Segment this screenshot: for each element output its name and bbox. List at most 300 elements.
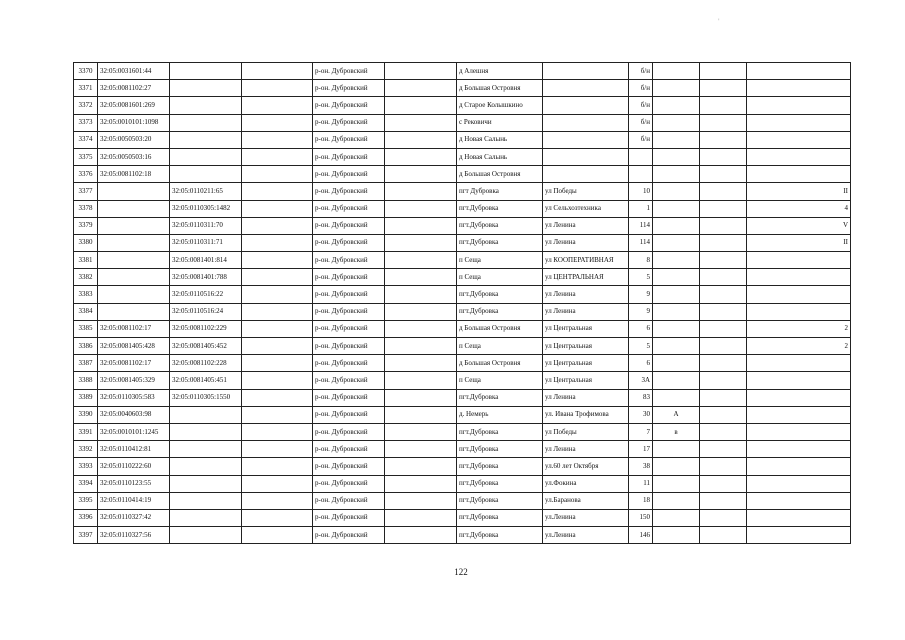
locality-cell: пгт.Дубровка xyxy=(457,441,543,458)
apartment-cell xyxy=(747,406,851,423)
empty-cell xyxy=(242,234,313,251)
street-cell xyxy=(543,114,629,131)
building-letter-cell xyxy=(653,63,700,80)
empty-cell xyxy=(385,269,457,286)
empty-cell xyxy=(385,217,457,234)
empty-cell xyxy=(385,441,457,458)
district-cell: р-он. Дубровский xyxy=(313,389,385,406)
empty-cell xyxy=(700,320,747,337)
building-cadastral-number-cell: 32:05:0110311:71 xyxy=(170,234,242,251)
row-number-cell: 3380 xyxy=(74,234,98,251)
table-row xyxy=(74,269,851,286)
cadastral-number-cell xyxy=(98,200,170,217)
district-cell: р-он. Дубровский xyxy=(313,286,385,303)
building-cadastral-number-cell xyxy=(170,166,242,183)
apartment-cell xyxy=(747,97,851,114)
house-number-cell: 38 xyxy=(629,458,653,475)
row-number-cell: 3385 xyxy=(74,320,98,337)
table-row xyxy=(74,492,851,509)
apartment-cell xyxy=(747,286,851,303)
row-number-cell: 3388 xyxy=(74,372,98,389)
building-cadastral-number-cell xyxy=(170,475,242,492)
building-letter-cell xyxy=(653,166,700,183)
table-row xyxy=(74,80,851,97)
building-letter-cell xyxy=(653,97,700,114)
empty-cell xyxy=(242,269,313,286)
locality-cell: пгт.Дубровка xyxy=(457,303,543,320)
building-cadastral-number-cell: 32:05:0110516:22 xyxy=(170,286,242,303)
street-cell: ул Центральная xyxy=(543,320,629,337)
empty-cell xyxy=(700,372,747,389)
building-letter-cell xyxy=(653,200,700,217)
row-number-cell: 3393 xyxy=(74,458,98,475)
building-letter-cell xyxy=(653,372,700,389)
cadastral-number-cell xyxy=(98,303,170,320)
table-row xyxy=(74,303,851,320)
building-letter-cell xyxy=(653,303,700,320)
row-number-cell: 3370 xyxy=(74,63,98,80)
cadastral-number-cell: 32:05:0081405:428 xyxy=(98,338,170,355)
street-cell xyxy=(543,131,629,148)
street-cell: ул Победы xyxy=(543,423,629,440)
row-number-cell: 3389 xyxy=(74,389,98,406)
table-row xyxy=(74,131,851,148)
apartment-cell xyxy=(747,509,851,526)
building-cadastral-number-cell xyxy=(170,80,242,97)
building-cadastral-number-cell xyxy=(170,131,242,148)
locality-cell: пгт.Дубровка xyxy=(457,200,543,217)
empty-cell xyxy=(242,338,313,355)
apartment-cell: II xyxy=(747,183,851,200)
registry-body xyxy=(74,63,851,544)
apartment-cell xyxy=(747,372,851,389)
district-cell: р-он. Дубровский xyxy=(313,269,385,286)
street-cell: ул ЦЕНТРАЛЬНАЯ xyxy=(543,269,629,286)
row-number-cell: 3373 xyxy=(74,114,98,131)
district-cell: р-он. Дубровский xyxy=(313,320,385,337)
apartment-cell xyxy=(747,441,851,458)
district-cell: р-он. Дубровский xyxy=(313,509,385,526)
apartment-cell xyxy=(747,527,851,544)
apartment-cell xyxy=(747,423,851,440)
cadastral-number-cell: 32:05:0110222:60 xyxy=(98,458,170,475)
empty-cell xyxy=(242,320,313,337)
building-cadastral-number-cell: 32:05:0081401:814 xyxy=(170,252,242,269)
apartment-cell: V xyxy=(747,217,851,234)
apartment-cell xyxy=(747,303,851,320)
locality-cell: пгт.Дубровка xyxy=(457,389,543,406)
row-number-cell: 3374 xyxy=(74,131,98,148)
building-letter-cell xyxy=(653,475,700,492)
house-number-cell: 5 xyxy=(629,338,653,355)
corner-mark: ' xyxy=(718,18,720,25)
row-number-cell: 3377 xyxy=(74,183,98,200)
locality-cell: пгт.Дубровка xyxy=(457,492,543,509)
apartment-cell: 4 xyxy=(747,200,851,217)
row-number-cell: 3384 xyxy=(74,303,98,320)
row-number-cell: 3387 xyxy=(74,355,98,372)
street-cell: ул Победы xyxy=(543,183,629,200)
district-cell: р-он. Дубровский xyxy=(313,97,385,114)
empty-cell xyxy=(385,166,457,183)
table-row xyxy=(74,320,851,337)
row-number-cell: 3397 xyxy=(74,527,98,544)
apartment-cell xyxy=(747,114,851,131)
empty-cell xyxy=(242,148,313,165)
cadastral-number-cell: 32:05:0081102:17 xyxy=(98,320,170,337)
district-cell: р-он. Дубровский xyxy=(313,252,385,269)
locality-cell: д Большая Островня xyxy=(457,166,543,183)
apartment-cell xyxy=(747,131,851,148)
row-number-cell: 3395 xyxy=(74,492,98,509)
empty-cell xyxy=(242,200,313,217)
empty-cell xyxy=(700,148,747,165)
empty-cell xyxy=(242,423,313,440)
building-cadastral-number-cell xyxy=(170,148,242,165)
empty-cell xyxy=(700,527,747,544)
building-letter-cell xyxy=(653,80,700,97)
district-cell: р-он. Дубровский xyxy=(313,63,385,80)
house-number-cell: 5 xyxy=(629,269,653,286)
empty-cell xyxy=(242,441,313,458)
street-cell: ул Центральная xyxy=(543,355,629,372)
table-row xyxy=(74,423,851,440)
locality-cell: д Новая Салынь xyxy=(457,148,543,165)
cadastral-number-cell: 32:05:0040603:98 xyxy=(98,406,170,423)
building-cadastral-number-cell xyxy=(170,527,242,544)
cadastral-number-cell: 32:05:0081102:17 xyxy=(98,355,170,372)
district-cell: р-он. Дубровский xyxy=(313,80,385,97)
cadastral-number-cell: 32:05:0110412:81 xyxy=(98,441,170,458)
empty-cell xyxy=(242,114,313,131)
building-letter-cell xyxy=(653,234,700,251)
empty-cell xyxy=(700,423,747,440)
locality-cell: пгт.Дубровка xyxy=(457,458,543,475)
empty-cell xyxy=(242,183,313,200)
empty-cell xyxy=(385,303,457,320)
house-number-cell: 17 xyxy=(629,441,653,458)
cadastral-number-cell: 32:05:0050503:16 xyxy=(98,148,170,165)
empty-cell xyxy=(385,234,457,251)
locality-cell: д Большая Островня xyxy=(457,320,543,337)
apartment-cell xyxy=(747,355,851,372)
cadastral-number-cell xyxy=(98,286,170,303)
empty-cell xyxy=(700,80,747,97)
row-number-cell: 3378 xyxy=(74,200,98,217)
locality-cell: д Новая Салынь xyxy=(457,131,543,148)
building-letter-cell xyxy=(653,183,700,200)
apartment-cell xyxy=(747,458,851,475)
building-letter-cell xyxy=(653,389,700,406)
street-cell: ул Ленина xyxy=(543,441,629,458)
building-letter-cell xyxy=(653,320,700,337)
table-row xyxy=(74,441,851,458)
locality-cell: пгт.Дубровка xyxy=(457,286,543,303)
building-cadastral-number-cell xyxy=(170,406,242,423)
locality-cell: д Старое Колышкино xyxy=(457,97,543,114)
building-cadastral-number-cell: 32:05:0081405:451 xyxy=(170,372,242,389)
building-letter-cell xyxy=(653,492,700,509)
table-row xyxy=(74,97,851,114)
district-cell: р-он. Дубровский xyxy=(313,131,385,148)
row-number-cell: 3383 xyxy=(74,286,98,303)
apartment-cell xyxy=(747,475,851,492)
house-number-cell: 30 xyxy=(629,406,653,423)
cadastral-number-cell xyxy=(98,217,170,234)
empty-cell xyxy=(385,372,457,389)
locality-cell: п Сеща xyxy=(457,252,543,269)
street-cell: ул.Ленина xyxy=(543,527,629,544)
building-cadastral-number-cell xyxy=(170,458,242,475)
locality-cell: д Большая Островня xyxy=(457,355,543,372)
house-number-cell: 9 xyxy=(629,286,653,303)
locality-cell: п Сеща xyxy=(457,372,543,389)
empty-cell xyxy=(385,475,457,492)
empty-cell xyxy=(700,200,747,217)
empty-cell xyxy=(700,269,747,286)
cadastral-number-cell: 32:05:0110327:42 xyxy=(98,509,170,526)
cadastral-number-cell xyxy=(98,252,170,269)
locality-cell: пгт.Дубровка xyxy=(457,475,543,492)
row-number-cell: 3376 xyxy=(74,166,98,183)
house-number-cell: 114 xyxy=(629,234,653,251)
building-cadastral-number-cell: 32:05:0081102:228 xyxy=(170,355,242,372)
empty-cell xyxy=(385,355,457,372)
empty-cell xyxy=(242,252,313,269)
house-number-cell: 6 xyxy=(629,320,653,337)
empty-cell xyxy=(700,509,747,526)
row-number-cell: 3372 xyxy=(74,97,98,114)
cadastral-number-cell: 32:05:0081102:18 xyxy=(98,166,170,183)
table-row xyxy=(74,148,851,165)
street-cell: ул Сельхозтехника xyxy=(543,200,629,217)
street-cell xyxy=(543,148,629,165)
table-row xyxy=(74,217,851,234)
empty-cell xyxy=(242,458,313,475)
street-cell xyxy=(543,166,629,183)
cadastral-number-cell: 32:05:0110305:583 xyxy=(98,389,170,406)
empty-cell xyxy=(700,97,747,114)
locality-cell: пгт.Дубровка xyxy=(457,234,543,251)
apartment-cell xyxy=(747,63,851,80)
building-letter-cell xyxy=(653,114,700,131)
locality-cell: д Алешня xyxy=(457,63,543,80)
empty-cell xyxy=(385,148,457,165)
building-cadastral-number-cell: 32:05:0081102:229 xyxy=(170,320,242,337)
street-cell xyxy=(543,97,629,114)
district-cell: р-он. Дубровский xyxy=(313,423,385,440)
empty-cell xyxy=(700,114,747,131)
empty-cell xyxy=(242,303,313,320)
empty-cell xyxy=(385,492,457,509)
building-letter-cell xyxy=(653,509,700,526)
building-cadastral-number-cell xyxy=(170,114,242,131)
cadastral-number-cell: 32:05:0010101:1098 xyxy=(98,114,170,131)
building-letter-cell xyxy=(653,355,700,372)
table-row xyxy=(74,252,851,269)
district-cell: р-он. Дубровский xyxy=(313,372,385,389)
empty-cell xyxy=(242,80,313,97)
house-number-cell: 8 xyxy=(629,252,653,269)
house-number-cell: 1 xyxy=(629,200,653,217)
empty-cell xyxy=(700,492,747,509)
apartment-cell: II xyxy=(747,234,851,251)
building-letter-cell xyxy=(653,286,700,303)
street-cell: ул КООПЕРАТИВНАЯ xyxy=(543,252,629,269)
building-cadastral-number-cell xyxy=(170,63,242,80)
row-number-cell: 3396 xyxy=(74,509,98,526)
street-cell: ул Ленина xyxy=(543,389,629,406)
empty-cell xyxy=(700,338,747,355)
empty-cell xyxy=(385,286,457,303)
empty-cell xyxy=(700,217,747,234)
empty-cell xyxy=(385,509,457,526)
empty-cell xyxy=(242,355,313,372)
district-cell: р-он. Дубровский xyxy=(313,114,385,131)
district-cell: р-он. Дубровский xyxy=(313,217,385,234)
house-number-cell: 150 xyxy=(629,509,653,526)
empty-cell xyxy=(385,423,457,440)
locality-cell: пгт.Дубровка xyxy=(457,509,543,526)
table-row xyxy=(74,234,851,251)
building-letter-cell xyxy=(653,217,700,234)
district-cell: р-он. Дубровский xyxy=(313,303,385,320)
cadastral-number-cell: 32:05:0081601:269 xyxy=(98,97,170,114)
street-cell: ул Ленина xyxy=(543,217,629,234)
empty-cell xyxy=(385,200,457,217)
table-row xyxy=(74,114,851,131)
empty-cell xyxy=(700,441,747,458)
district-cell: р-он. Дубровский xyxy=(313,166,385,183)
cadastral-number-cell: 32:05:0010101:1245 xyxy=(98,423,170,440)
empty-cell xyxy=(700,183,747,200)
building-cadastral-number-cell xyxy=(170,441,242,458)
house-number-cell: 9 xyxy=(629,303,653,320)
cadastral-number-cell xyxy=(98,234,170,251)
table-row xyxy=(74,338,851,355)
table-row xyxy=(74,527,851,544)
table-row xyxy=(74,372,851,389)
empty-cell xyxy=(700,166,747,183)
empty-cell xyxy=(385,114,457,131)
district-cell: р-он. Дубровский xyxy=(313,234,385,251)
empty-cell xyxy=(700,252,747,269)
apartment-cell xyxy=(747,269,851,286)
street-cell: ул Ленина xyxy=(543,303,629,320)
cadastral-number-cell: 32:05:0031601:44 xyxy=(98,63,170,80)
cadastral-number-cell: 32:05:0110327:56 xyxy=(98,527,170,544)
building-cadastral-number-cell: 32:05:0110516:24 xyxy=(170,303,242,320)
street-cell: ул Центральная xyxy=(543,338,629,355)
building-cadastral-number-cell: 32:05:0081405:452 xyxy=(170,338,242,355)
table-row xyxy=(74,63,851,80)
apartment-cell xyxy=(747,80,851,97)
empty-cell xyxy=(242,97,313,114)
table-row xyxy=(74,406,851,423)
building-cadastral-number-cell: 32:05:0110211:65 xyxy=(170,183,242,200)
street-cell: ул. Ивана Трофимова xyxy=(543,406,629,423)
empty-cell xyxy=(700,286,747,303)
empty-cell xyxy=(385,80,457,97)
district-cell: р-он. Дубровский xyxy=(313,458,385,475)
district-cell: р-он. Дубровский xyxy=(313,200,385,217)
apartment-cell: 2 xyxy=(747,320,851,337)
empty-cell xyxy=(242,63,313,80)
locality-cell: п Сеща xyxy=(457,338,543,355)
district-cell: р-он. Дубровский xyxy=(313,441,385,458)
district-cell: р-он. Дубровский xyxy=(313,492,385,509)
cadastral-number-cell: 32:05:0081102:27 xyxy=(98,80,170,97)
table-row xyxy=(74,389,851,406)
empty-cell xyxy=(242,509,313,526)
cadastral-number-cell: 32:05:0050503:20 xyxy=(98,131,170,148)
cadastral-number-cell: 32:05:0081405:329 xyxy=(98,372,170,389)
district-cell: р-он. Дубровский xyxy=(313,355,385,372)
empty-cell xyxy=(700,458,747,475)
table-row xyxy=(74,200,851,217)
table-row xyxy=(74,509,851,526)
house-number-cell: 11 xyxy=(629,475,653,492)
building-letter-cell xyxy=(653,252,700,269)
building-cadastral-number-cell xyxy=(170,492,242,509)
apartment-cell xyxy=(747,166,851,183)
house-number-cell: 7 xyxy=(629,423,653,440)
locality-cell: д. Немерь xyxy=(457,406,543,423)
building-cadastral-number-cell xyxy=(170,509,242,526)
empty-cell xyxy=(385,320,457,337)
empty-cell xyxy=(700,63,747,80)
empty-cell xyxy=(385,252,457,269)
street-cell: ул.Фокина xyxy=(543,475,629,492)
street-cell: ул.Баранова xyxy=(543,492,629,509)
building-letter-cell xyxy=(653,148,700,165)
building-letter-cell xyxy=(653,338,700,355)
building-cadastral-number-cell xyxy=(170,97,242,114)
empty-cell xyxy=(700,475,747,492)
district-cell: р-он. Дубровский xyxy=(313,183,385,200)
house-number-cell: 18 xyxy=(629,492,653,509)
empty-cell xyxy=(385,458,457,475)
empty-cell xyxy=(385,406,457,423)
street-cell xyxy=(543,80,629,97)
empty-cell xyxy=(242,475,313,492)
building-cadastral-number-cell xyxy=(170,423,242,440)
registry-table xyxy=(73,62,851,544)
district-cell: р-он. Дубровский xyxy=(313,527,385,544)
empty-cell xyxy=(242,372,313,389)
house-number-cell: 83 xyxy=(629,389,653,406)
house-number-cell: 6 xyxy=(629,355,653,372)
house-number-cell: б/н xyxy=(629,131,653,148)
street-cell: ул.Ленина xyxy=(543,509,629,526)
row-number-cell: 3394 xyxy=(74,475,98,492)
apartment-cell: 2 xyxy=(747,338,851,355)
cadastral-number-cell xyxy=(98,183,170,200)
street-cell xyxy=(543,63,629,80)
row-number-cell: 3386 xyxy=(74,338,98,355)
empty-cell xyxy=(700,131,747,148)
building-letter-cell xyxy=(653,131,700,148)
street-cell: ул Ленина xyxy=(543,286,629,303)
empty-cell xyxy=(385,131,457,148)
building-letter-cell xyxy=(653,269,700,286)
row-number-cell: 3390 xyxy=(74,406,98,423)
house-number-cell: 10 xyxy=(629,183,653,200)
street-cell: ул.60 лет Октября xyxy=(543,458,629,475)
empty-cell xyxy=(700,303,747,320)
cadastral-number-cell: 32:05:0110123:55 xyxy=(98,475,170,492)
house-number-cell: 146 xyxy=(629,527,653,544)
